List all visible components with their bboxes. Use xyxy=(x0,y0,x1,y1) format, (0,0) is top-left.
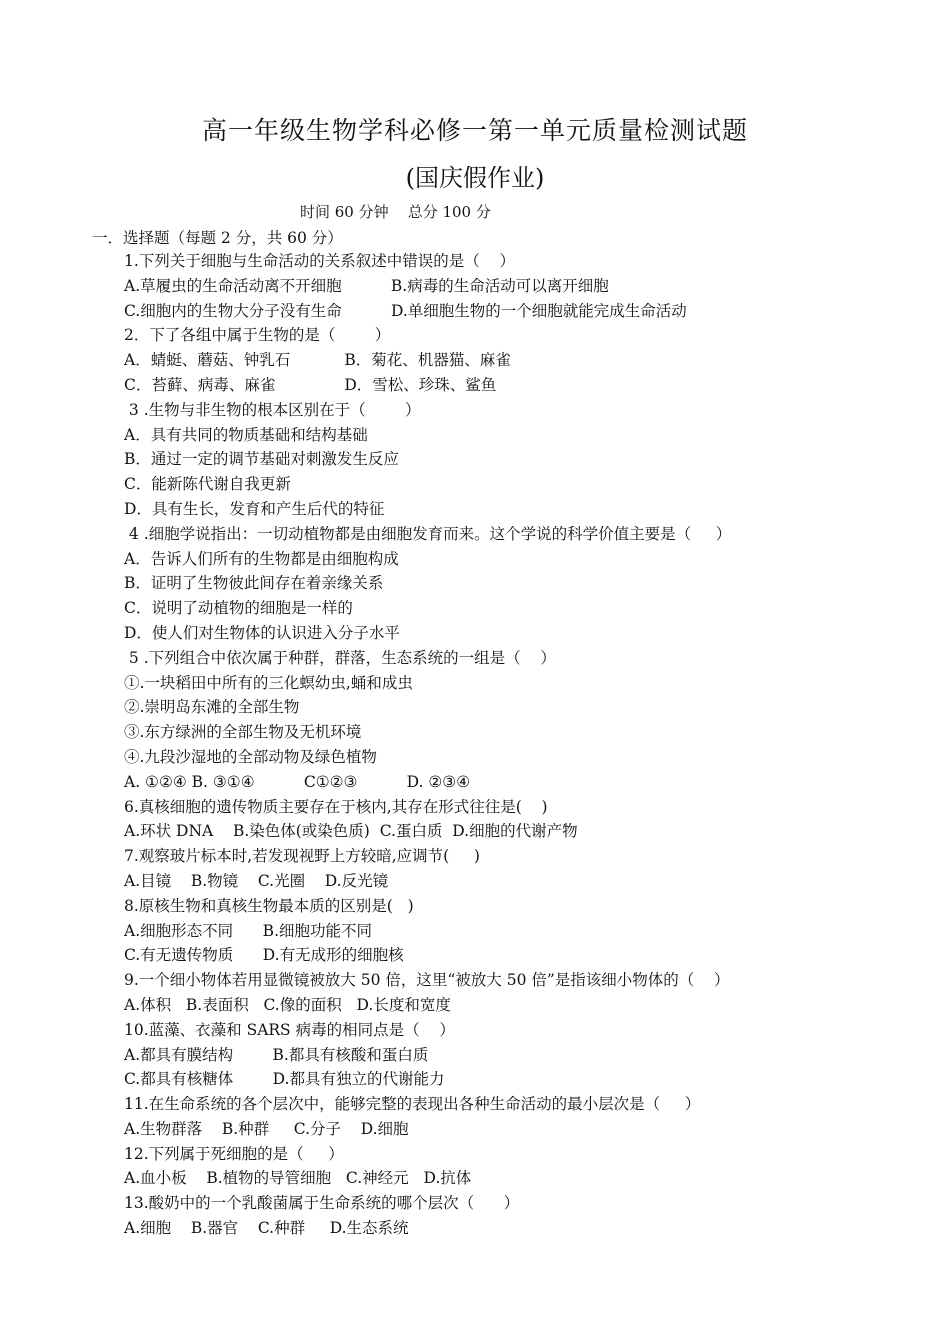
question-line: 3 .生物与非生物的根本区别在于（ ） xyxy=(124,400,421,419)
option-line: D．具有生长，发育和产生后代的特征 xyxy=(124,499,385,518)
option-line: A．蜻蜓、蘑菇、钟乳石 B．菊花、机器猫、麻雀 xyxy=(124,351,511,370)
option-line: C．能新陈代谢自我更新 xyxy=(124,475,291,494)
option-line: A.目镜 B.物镜 C.光圈 D.反光镜 xyxy=(124,871,389,890)
statement-line: ④.九段沙湿地的全部动物及绿色植物 xyxy=(124,747,377,766)
option-line: A.血小板 B.植物的导管细胞 C.神经元 D.抗体 xyxy=(124,1169,472,1188)
section-heading: 一．选择题（每题 2 分，共 60 分） xyxy=(92,229,343,247)
option-line: B．通过一定的调节基础对刺激发生反应 xyxy=(124,450,399,469)
question-line: 4 .细胞学说指出：一切动植物都是由细胞发育而来。这个学说的科学价值主要是（ ） xyxy=(124,524,732,543)
page-title: 高一年级生物学科必修一第一单元质量检测试题 xyxy=(201,116,748,145)
option-line: A.都具有膜结构 B.都具有核酸和蛋白质 xyxy=(124,1045,429,1064)
option-line: A．具有共同的物质基础和结构基础 xyxy=(124,425,368,444)
option-line: A.环状 DNA B.染色体(或染色质) C.蛋白质 D.细胞的代谢产物 xyxy=(124,822,578,841)
option-line: A.草履虫的生命活动离不开细胞 B.病毒的生命活动可以离开细胞 xyxy=(124,276,609,295)
option-line: A．告诉人们所有的生物都是由细胞构成 xyxy=(124,549,399,568)
question-line: 7.观察玻片标本时,若发现视野上方较暗,应调节( ) xyxy=(124,847,480,866)
question-line: 5 .下列组合中依次属于种群，群落，生态系统的一组是（ ） xyxy=(124,648,556,667)
option-line: A. ①②④ B. ③①④ C①②③ D. ②③④ xyxy=(124,772,471,791)
question-line: 1.下列关于细胞与生命活动的关系叙述中错误的是（ ） xyxy=(124,252,515,270)
option-line: C．说明了动植物的细胞是一样的 xyxy=(124,599,353,618)
option-line: C．苔藓、病毒、麻雀 D．雪松、珍珠、鲨鱼 xyxy=(124,375,497,394)
question-line: 8.原核生物和真核生物最本质的区别是( ) xyxy=(124,896,414,915)
statement-line: ③.东方绿洲的全部生物及无机环境 xyxy=(124,723,362,742)
question-line: 10.蓝藻、衣藻和 SARS 病毒的相同点是（ ） xyxy=(124,1020,455,1039)
statement-line: ②.崇明岛东滩的全部生物 xyxy=(124,698,300,717)
option-line: A.细胞 B.器官 C.种群 D.生态系统 xyxy=(124,1219,409,1238)
question-line: 6.真核细胞的遗传物质主要存在于核内,其存在形式往往是( ) xyxy=(124,797,548,816)
question-line: 9.一个细小物体若用显微镜被放大 50 倍，这里“被放大 50 倍”是指该细小物体的（ ） xyxy=(124,971,730,990)
option-line: A.细胞形态不同 B.细胞功能不同 xyxy=(124,921,373,940)
option-line: B．证明了生物彼此间存在着亲缘关系 xyxy=(124,574,384,593)
option-line: A.体积 B.表面积 C.像的面积 D.长度和宽度 xyxy=(124,995,451,1014)
question-line: 2．下了各组中属于生物的是（ ） xyxy=(124,326,391,345)
question-body xyxy=(124,249,924,1241)
question-line: 12.下列属于死细胞的是（ ） xyxy=(124,1144,344,1163)
option-line: C.细胞内的生物大分子没有生命 D.单细胞生物的一个细胞就能完成生命活动 xyxy=(124,301,687,320)
option-line: C.都具有核糖体 D.都具有独立的代谢能力 xyxy=(124,1070,445,1089)
page-subtitle: (国庆假作业) xyxy=(405,164,545,192)
option-line: C.有无遗传物质 D.有无成形的细胞核 xyxy=(124,946,404,965)
question-line: 13.酸奶中的一个乳酸菌属于生命系统的哪个层次（ ） xyxy=(124,1194,520,1213)
time-info: 时间 60 分钟 总分 100 分 xyxy=(300,203,491,221)
question-line: 11.在生命系统的各个层次中，能够完整的表现出各种生命活动的最小层次是（ ） xyxy=(124,1095,701,1114)
option-line: D．使人们对生物体的认识进入分子水平 xyxy=(124,623,400,642)
statement-line: ①.一块稻田中所有的三化螟幼虫,蛹和成虫 xyxy=(124,673,413,692)
option-line: A.生物群落 B.种群 C.分子 D.细胞 xyxy=(124,1119,409,1138)
